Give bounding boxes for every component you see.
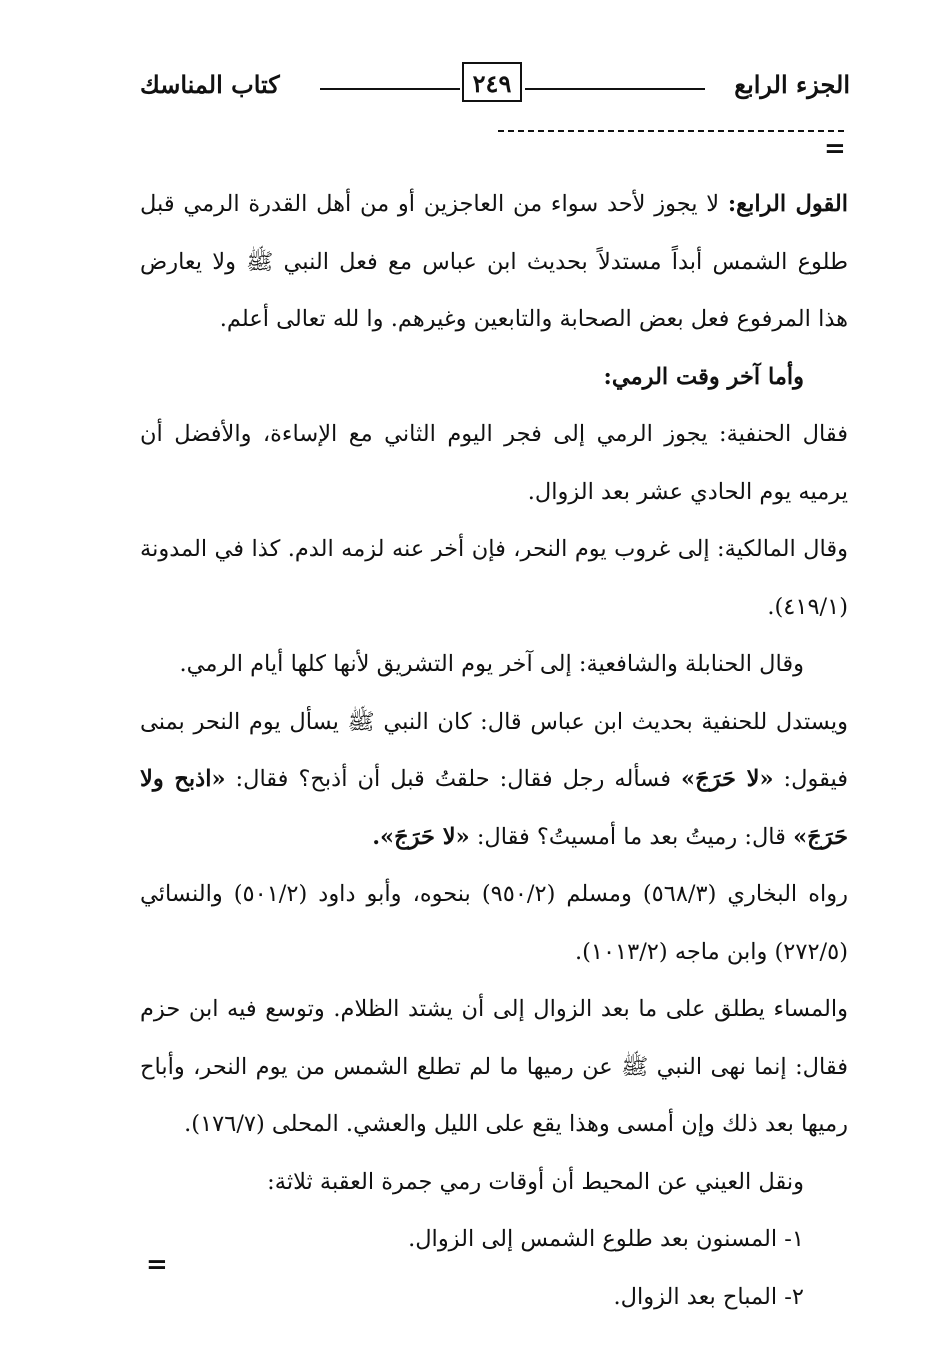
fourth-opinion-text: لا يجوز لأحد سواء من العاجزين أو من أهل القدرة الرمي قبل طلوع الشمس أبداً مستدلاً بحديث ابن عباس مع فعل النبي ﷺ ولا يعارض هذا المرفوع فعل بعض الصحابة والتابعين وغيرهم. وا لله تعالى أعلم. (140, 191, 848, 332)
list-item-2: ٢- المباح بعد الزوال. (613, 1283, 804, 1310)
paragraph-hanafi: فقال الحنفية: يجوز الرمي إلى فجر اليوم الثاني مع الإساءة، والأفضل أن يرميه يوم الحادي عشر بعد الزوال. (140, 421, 848, 505)
running-header (140, 62, 850, 112)
hadith-text-b: فسأله رجل فقال: حلقتُ قبل أن أذبح؟ فقال: (225, 766, 682, 792)
paragraph-references: رواه البخاري (٥٦٨/٣) ومسلم (٩٥٠/٢) بنحوه، وأبو داود (٥٠١/٢) والنسائي (٢٧٢/٥) وابن ماجه (١٠١٣/٢). (140, 881, 849, 965)
book-title: كتاب المناسك (140, 70, 280, 99)
volume-title: الجزء الرابع (734, 70, 850, 99)
fourth-opinion-lead: القول الرابع: (727, 191, 849, 217)
list-item-1: ١- المسنون بعد طلوع الشمس إلى الزوال. (408, 1226, 804, 1252)
paragraph-evening: والمساء يطلق على ما بعد الزوال إلى أن يشتد الظلام. وتوسع فيه ابن حزم فقال: إنما نهى النبي ﷺ عن رميها ما لم تطلع الشمس من يوم النحر، وأباح رميها بعد ذلك وإن أمسى وهذا يقع على الليل والعشي. المحلى (١٧٦/٧). (140, 996, 848, 1137)
page-number: ٢٤٩ (462, 62, 522, 102)
paragraph-aini: ونقل العيني عن المحيط أن أوقات رمي جمرة العقبة ثلاثة: (267, 1168, 804, 1195)
dashed-separator (498, 130, 844, 132)
hadith-quote-1: «لا حَرَجَ» (681, 766, 774, 792)
header-rule-left (320, 88, 460, 90)
hadith-quote-3: «لا حَرَجَ». (372, 823, 470, 850)
hadith-text-a: ويستدل للحنفية بحديث ابن عباس قال: كان النبي ﷺ يسأل يوم النحر بمنى فيقول: (140, 708, 848, 792)
paragraph-maliki: وقال المالكية: إلى غروب يوم النحر، فإن أخر عنه لزمه الدم. كذا في المدونة (٤١٩/١). (140, 536, 848, 620)
main-text (140, 176, 848, 1326)
bottom-equals-mark: = (146, 1250, 168, 1280)
hadith-quote-2: «اذبح ولا حَرَجَ» (140, 766, 848, 850)
header-rule-right (525, 88, 705, 90)
paragraph-hanbali-shafii: وقال الحنابلة والشافعية: إلى آخر يوم التشريق لأنها كلها أيام الرمي. (179, 651, 804, 677)
paragraph-fourth-opinion (140, 176, 848, 349)
section-heading: وأما آخر وقت الرمي: (603, 363, 804, 390)
paragraph-hadith (140, 694, 848, 867)
top-equals-mark: = (824, 134, 846, 164)
hadith-text-c: قال: رميتُ بعد ما أمسيتُ؟ فقال: (469, 823, 794, 850)
